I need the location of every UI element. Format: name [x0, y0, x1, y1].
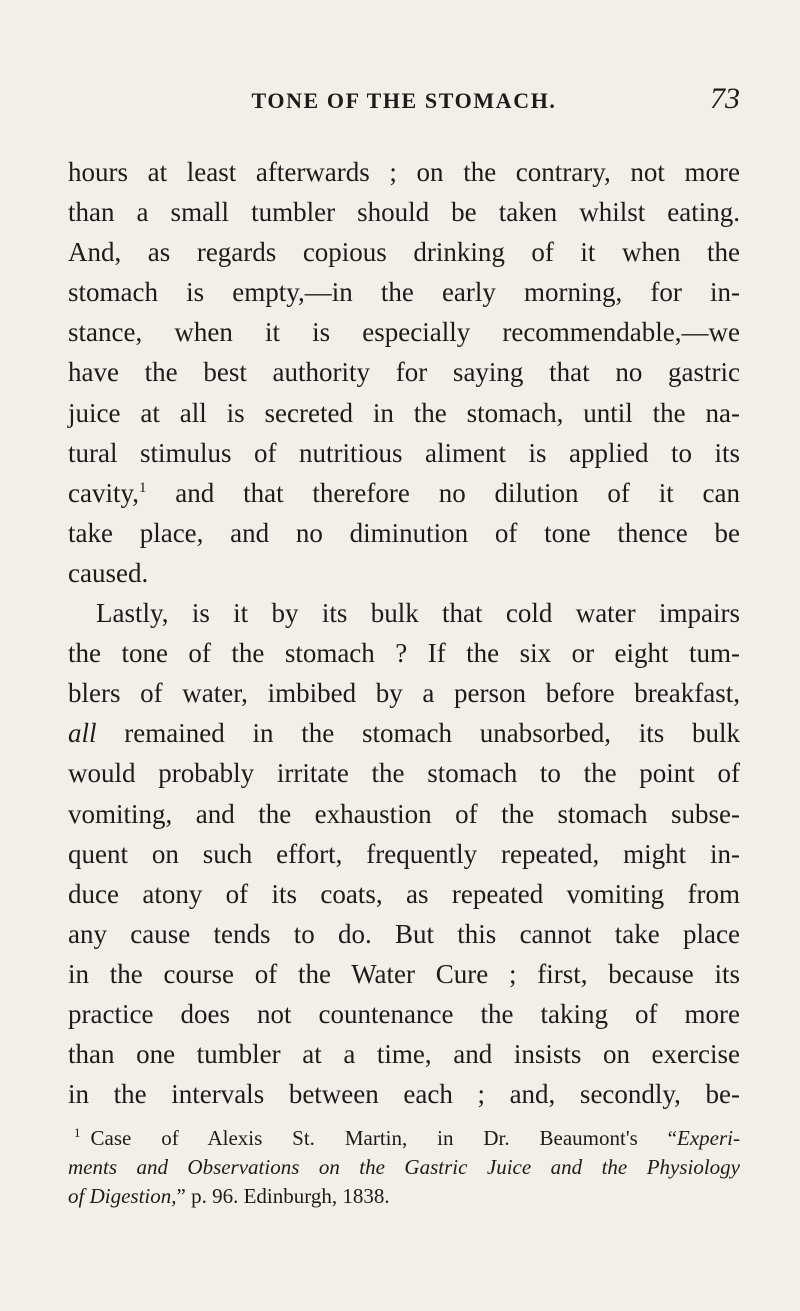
text-line: take place, and no diminution of tone thence be: [68, 517, 740, 548]
text-line: in the course of the Water Cure ; first, because its: [68, 958, 740, 989]
footnote-reference: 1: [138, 479, 147, 496]
text-line: juice at all is secreted in the stomach, until the na-: [68, 397, 740, 428]
text-fragment: remained in the stomach unabsorbed, its bulk: [96, 718, 740, 749]
book-page: [68, 78, 740, 1211]
italic-title: Experi-: [677, 1126, 740, 1151]
italic-title: ments and Observations on the Gastric Juice and the Physiology: [68, 1155, 740, 1180]
footnote: [68, 1124, 740, 1211]
footnote-line: [68, 1153, 740, 1182]
text-line: And, as regards copious drinking of it when the: [68, 237, 740, 268]
text-line: than a small tumbler should be taken whilst eating.: [68, 197, 740, 228]
italic-word: all: [68, 718, 97, 749]
text-line-with-italic: [68, 713, 740, 753]
text-line: duce atony of its coats, as repeated vomiting from: [68, 878, 740, 909]
text-line: vomiting, and the exhaustion of the stomach subse-: [68, 798, 740, 829]
footnote-mark: 1: [74, 1125, 81, 1141]
text-line: than one tumbler at a time, and insists on exercise: [68, 1039, 740, 1070]
text-line: the tone of the stomach ? If the six or eight tum-: [68, 638, 740, 669]
text-line: any cause tends to do. But this cannot take place: [68, 918, 740, 949]
page-header: [68, 78, 740, 128]
running-head: TONE OF THE STOMACH.: [251, 88, 557, 113]
text-line: tural stimulus of nutritious aliment is applied to its: [68, 437, 740, 468]
text-line: stance, when it is especially recommendable,—we: [68, 317, 740, 348]
text-line-with-footnote-ref: [68, 473, 740, 513]
page-number: 73: [710, 82, 740, 115]
text-line: blers of water, imbibed by a person before breakfast,: [68, 678, 740, 709]
footnote-line: [68, 1124, 740, 1153]
text-fragment: cavity,: [68, 477, 139, 508]
italic-title: of Digestion,: [68, 1184, 177, 1209]
paragraph-2: [68, 593, 740, 1114]
text-line: practice does not countenance the taking of more: [68, 998, 740, 1029]
text-line: quent on such effort, frequently repeated, might in-: [68, 838, 740, 869]
body-text: [68, 152, 740, 1114]
text-fragment: and that therefore no dilution of it can: [146, 477, 740, 508]
text-line: hours at least afterwards ; on the contrary, not more: [68, 157, 740, 187]
text-line: would probably irritate the stomach to the point of: [68, 758, 740, 789]
text-line: stomach is empty,—in the early morning, for in-: [68, 277, 740, 308]
paragraph-1: [68, 152, 740, 593]
text-line: in the intervals between each ; and, secondly, be-: [68, 1079, 740, 1110]
text-line: have the best authority for saying that no gastric: [68, 357, 740, 388]
text-line: Lastly, is it by its bulk that cold water impairs: [96, 598, 740, 629]
text-fragment: Case of Alexis St. Martin, in Dr. Beaumont's “: [90, 1126, 678, 1151]
text-line: caused.: [68, 557, 149, 588]
text-fragment: ” p. 96. Edinburgh, 1838.: [176, 1184, 390, 1209]
footnote-line: [68, 1182, 740, 1211]
